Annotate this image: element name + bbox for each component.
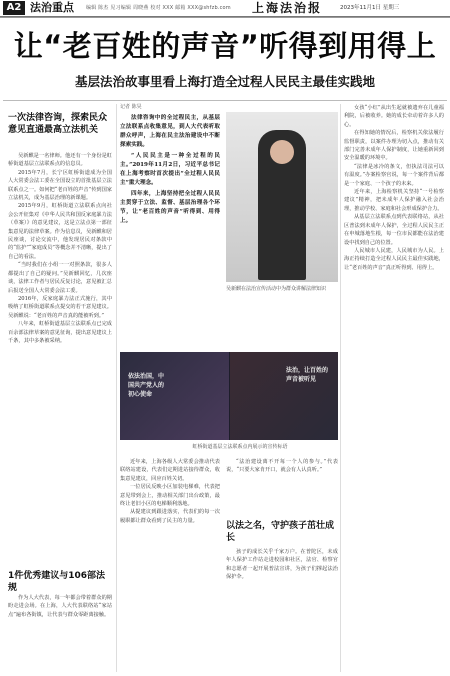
section-heading: 以法之名，守护孩子茁壮成长 [226, 521, 335, 543]
paragraph: 作为人大代表，每一年都会带着群众的期盼走进会场。在上海，人大代表联络站“家站点”遍布各街镇，让代表与群众零距离接触。 [8, 595, 112, 618]
paragraph: “法治建设离不开每一个人的参与。”代表说，“只要大家肯开口，就会有人认真听。” [226, 459, 338, 474]
paragraph: 从提建议到跟进落实，代表们的每一次履职都让群众看到了民主的力量。 [120, 509, 220, 524]
subheadline: 基层法治故事里看上海打造全过程人民民主最佳实践地 [74, 74, 375, 89]
headline: 让“老百姓的声音”听得到用得上 [13, 29, 437, 63]
column-divider [340, 104, 341, 672]
newspaper-logo: 上海法治报 [252, 1, 323, 15]
article-body-mid [120, 458, 220, 672]
paragraph: 人民城市人民建，人民城市为人民。上海正持续打造全过程人民民主最佳实践地，让“老百姓的声音”真正听得到、用得上。 [344, 247, 444, 271]
headline-rule [3, 100, 447, 101]
paragraph: “当时我们在小组一一对照条款，很多人都提出了自己的疑问。”吴新麒回忆，几次座谈，法律工作者与居民反复讨论，意见被汇总后报送全国人大常委会法工委。 [8, 262, 112, 294]
photo-caption: 吴新麒在法治宣传活动中为群众讲解法律知识 [226, 286, 327, 292]
publication-date: 2023年11月1日 星期三 [340, 5, 400, 11]
page-number-badge: A2 [3, 1, 25, 15]
paragraph: 近年来，上海检察机关坚持“一号检察建议”精神，把未成年人保护融入社会治理，推动学校、家庭和社会形成保护合力。 [344, 189, 444, 212]
intro-lead [120, 114, 220, 344]
paragraph: 八年来，虹桥街道基层立法联系点已完成百余部法律草案的意见征询，提出意见建议上千条，其中多条被采纳。 [8, 321, 112, 344]
article-body-right [344, 104, 444, 672]
banner-text: 依法治国，中国共产党人的初心使命 [128, 373, 165, 398]
section-heading: 1件优秀建议与106部法规 [8, 571, 106, 593]
masthead-rule [0, 17, 450, 18]
paragraph: 一位居民反映小区加装电梯难，代表把意见带到会上，推动相关部门出台政策，最终让老旧小区的电梯顺利落地。 [120, 484, 220, 508]
paragraph: 四年来，上海坚持把全过程人民民主贯穿于立法、监督、基层治理各个环节，让“老百姓的声音”听得到、用得上。 [120, 191, 220, 224]
portrait-photo [226, 112, 338, 282]
paragraph: “法律是冰冷的条文，但执法司法可以有温度。”办案检察官说，每一个案件背后都是一个家庭、一个孩子的未来。 [344, 163, 444, 187]
paragraph: 2015年7月，长宁区虹桥街道成为全国人大常委会法工委在全国设立的首批基层立法联系点之一。如何把“老百姓的声音”传到国家立法机关，成为基层治理的新课题。 [8, 169, 112, 202]
paragraph: 近年来，上海各级人大常委会推动代表联络站建设，代表们定期进站接待群众，收集意见建议，回应百姓关切。 [120, 459, 220, 482]
paragraph: 2016年，反家庭暴力法正式施行，其中吸纳了虹桥街道联系点提交的若干意见建议。吴新麒说：“老百姓的声音真的能被听到。” [8, 295, 112, 319]
article-body-left-2 [8, 594, 112, 672]
paragraph: 从基层立法联系点到代表联络站，从社区普法到未成年人保护，全过程人民民主正在申城落地生根，每一位市民都能在法治建设中找到自己的位置。 [344, 214, 444, 246]
banner-photo-right [230, 352, 338, 440]
paragraph: “人民民主是一种全过程的民主。”2019年11月2日，习近平总书记在上海考察时首次提出“全过程人民民主”重大理念。 [120, 153, 220, 186]
person-face [270, 140, 294, 164]
article-body-left [8, 152, 112, 562]
banner-text: 法治，让百姓的声音被听见 [286, 367, 329, 383]
paragraph: 2015年9月，虹桥街道立法联系点向社会公开征集对《中华人民共和国反家庭暴力法（草案）》的意见建议，这是立法点第一部征集意见的法律草案。作为信息员，吴新麒和居民座谈，讨论交流中，他发现居民对条款中的“监护”“家庭成员”等概念并不清晰，提出了自己的看法。 [8, 203, 112, 260]
section-heading: 一次法律咨询，探索民众意见直通最高立法机关 [8, 113, 108, 135]
article-body-mid-2 [226, 458, 338, 512]
photo-caption: 虹桥街道基层立法联系点内展示的宣传标语 [192, 444, 288, 450]
paragraph: 吴新麒是一名律师。他还有一个身份是虹桥街道基层立法联系点的信息员。 [8, 153, 112, 168]
article-body-mid-3 [226, 548, 338, 672]
banner-photo [120, 352, 338, 440]
section-name: 法治重点 [30, 1, 74, 14]
banner-photo-left [120, 352, 229, 440]
paragraph: 在得知她的情况后，检察机关依法履行监督职责，以案件办理为切入点，推动有关部门完善未成年人保护制度，让她重新回到安全温暖的环境中。 [344, 130, 444, 162]
column-divider [116, 104, 117, 672]
paragraph: 孩子的成长关乎千家万户。在普陀区，未成年人保护工作站走进校园和社区，法官、检察官和志愿者一起开展普法宣讲，为孩子们撑起法治保护伞。 [226, 549, 338, 581]
staff-line: 编辑 陈杰 见习编辑 周晓燕 校对 XXX 邮箱 XXX@shfzb.com [86, 5, 231, 11]
paragraph: 法律咨询中的全过程民主，从基层立法联系点收集意见，到人大代表听取群众呼声，上海在民主法治建设中不断探索实践。 [120, 115, 220, 148]
paragraph: 女孩“小红”从出生起就被遗弃在儿童福利院，后被收养。她的成长牵动着许多人的心。 [344, 105, 444, 128]
byline: 记者 陈昊 [120, 104, 142, 110]
